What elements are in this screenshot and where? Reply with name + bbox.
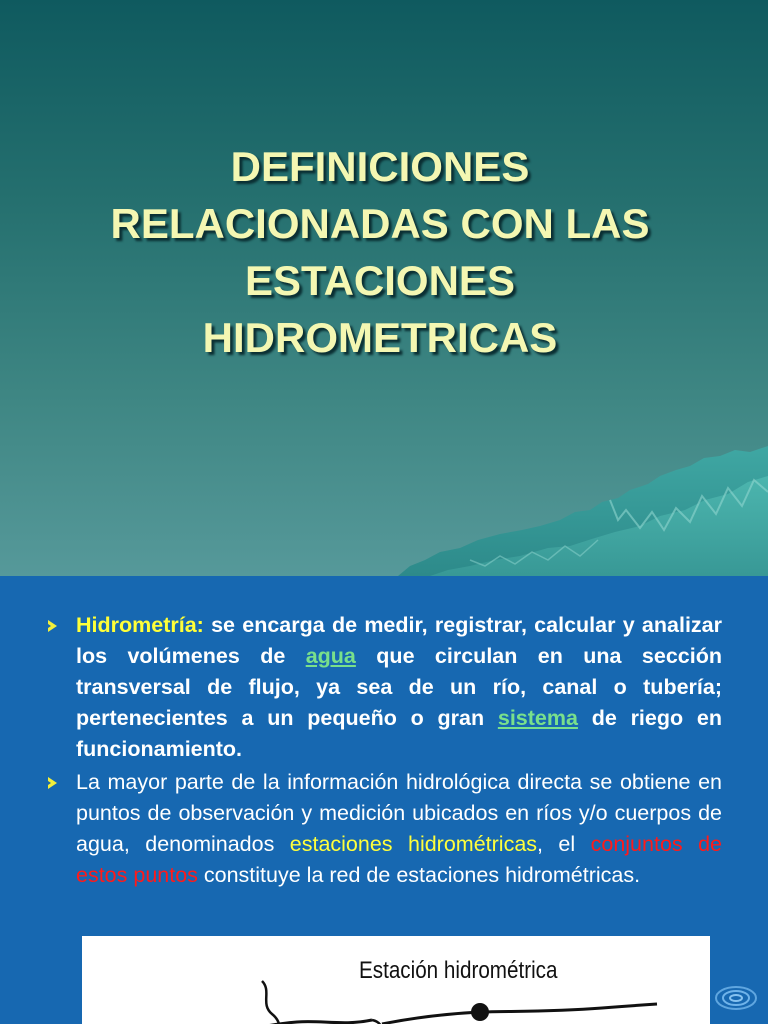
title-line: HIDROMETRICAS — [202, 314, 558, 361]
text-segment: constituye la red de estaciones hidrométricas. — [197, 863, 641, 887]
highlight-estaciones: estaciones hidrométricas — [289, 832, 538, 856]
bullet-text — [76, 767, 722, 891]
link-agua[interactable]: agua — [305, 644, 356, 668]
bullet-list — [48, 610, 722, 893]
diagram-label: Estación hidrométrica — [359, 957, 558, 984]
title-line: RELACIONADAS CON LAS — [110, 200, 650, 247]
slide-title — [40, 138, 720, 366]
station-point-icon — [471, 1003, 489, 1021]
text-segment: La mayor parte de la información hidrológica directa se obtiene en puntos de observación y medición ubicados en ríos y/o cuerpos de agua, denominados — [76, 770, 722, 856]
title-line: DEFINICIONES — [230, 143, 530, 190]
bullet-item — [48, 610, 722, 765]
water-ripple-icon — [712, 978, 760, 1018]
text-segment: que circulan en una sección transversal de flujo, ya sea de un río, canal o tubería; pertenecientes a un pequeño o gran — [76, 644, 722, 730]
term-hidrometria: Hidrometría: — [76, 613, 204, 637]
station-diagram — [82, 936, 710, 1024]
arrow-bullet-icon — [48, 620, 57, 632]
content-slide — [0, 576, 768, 1024]
text-segment: , el — [537, 832, 591, 856]
bullet-item — [48, 767, 722, 891]
bullet-text — [76, 610, 722, 765]
title-line: ESTACIONES — [245, 257, 515, 304]
text-segment: se encarga de medir, registrar, calcular y analizar los volúmenes de — [76, 613, 722, 668]
arrow-bullet-icon — [48, 777, 57, 789]
link-sistema[interactable]: sistema — [497, 706, 578, 730]
highlight-conjuntos: conjuntos de estos puntos — [76, 832, 722, 887]
text-segment: de riego en funcionamiento. — [76, 706, 722, 761]
